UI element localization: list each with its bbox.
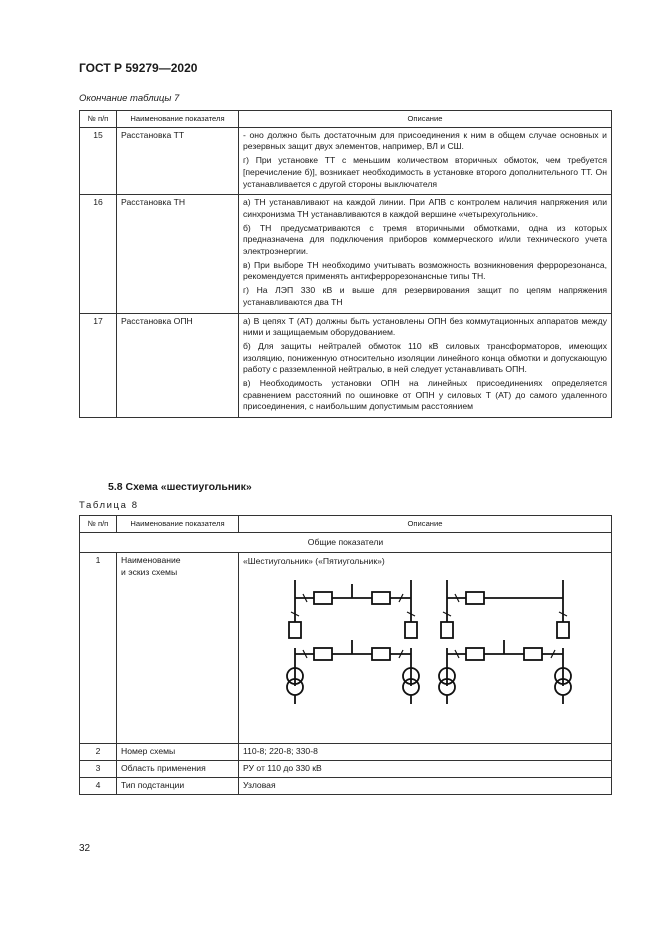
row-description <box>239 195 612 313</box>
table-row <box>80 127 612 195</box>
row-description: 110-8; 220-8; 330-8 <box>239 744 612 761</box>
row-description <box>239 127 612 195</box>
table-row <box>80 553 612 744</box>
table8-caption: Таблица 8 <box>79 500 139 511</box>
table-row <box>80 777 612 794</box>
table-header-row <box>80 111 612 128</box>
description-paragraph: в) При выборе ТН необходимо учитывать возможность возникновения феррорезонанса, рекомендуется применять антиферрорезонансные типы ТН. <box>243 259 607 282</box>
description-paragraph: в) Необходимость установки ОПН на линейных присоединениях определяется сравнением расстояний по ошиновке от ОПН у силовых Т (АТ) до самого удаленного присоединения, с наибольшим допустимым расстоянием <box>243 378 607 412</box>
row-name: Расстановка ТТ <box>117 127 239 195</box>
description-paragraph: а) В цепях Т (АТ) должны быть установлены ОПН без коммутационных аппаратов между ними и защищаемым оборудованием. <box>243 315 607 338</box>
section-heading: 5.8 Схема «шестиугольник» <box>108 481 252 493</box>
group-label: Общие показатели <box>80 532 612 553</box>
table-8 <box>79 515 612 795</box>
column-header-description: Описание <box>239 111 612 128</box>
column-header-number: № п/п <box>80 111 117 128</box>
description-paragraph: а) ТН устанавливают на каждой линии. При АПВ с контролем наличия напряжения или синхронизма ТН устанавливаются в каждой вершине «четырехугольник». <box>243 197 607 219</box>
column-header-name: Наименование показателя <box>117 516 239 533</box>
description-paragraph: б) ТН предусматриваются с тремя вторичными обмотками, одна из которых предназначена для подключения приборов коммерческого и/или технического учета электроэнергии. <box>243 222 607 257</box>
row-number: 2 <box>80 744 117 761</box>
row-name: Тип подстанции <box>117 777 239 794</box>
page-number: 32 <box>79 843 91 854</box>
table-row <box>80 313 612 418</box>
group-row <box>80 532 612 553</box>
description-paragraph: г) На ЛЭП 330 кВ и выше для резервирования защит по цепям напряжения устанавливаются два ТН <box>243 285 607 307</box>
row-number: 4 <box>80 777 117 794</box>
description-paragraph: г) При установке ТТ с меньшим количеством вторичных обмоток, чем требуется [перечисление б)], возникает необходимость в установке второго дополнительного ТТ. Он устанавливается с другой стороны выключателя <box>243 155 607 189</box>
document-header-title: ГОСТ Р 59279—2020 <box>79 61 198 75</box>
description-paragraph: - оно должно быть достаточным для присоединения к ним в общем случае основных и резервных защит двух элементов, например, ВЛ и СШ. <box>243 129 607 152</box>
scheme-title: «Шестиугольник» («Пятиугольник») <box>243 556 385 567</box>
table-header-row <box>80 516 612 533</box>
table7-caption: Окончание таблицы 7 <box>79 93 180 104</box>
row-number: 15 <box>80 127 117 195</box>
row-number: 1 <box>80 553 117 744</box>
row-description <box>239 313 612 418</box>
description-paragraph: б) Для защиты нейтралей обмоток 110 кВ силовых трансформаторов, имеющих изоляцию, пониженную относительно изоляции линейного конца обмотки и допускающую работу с разземленной нейтралью, в ней следует устанавливать ОПН. <box>243 340 607 375</box>
row-description <box>239 553 612 744</box>
table-7 <box>79 110 612 418</box>
column-header-description: Описание <box>239 516 612 533</box>
row-number: 3 <box>80 761 117 778</box>
row-name: Наименование и эскиз схемы <box>117 553 239 744</box>
row-number: 17 <box>80 313 117 418</box>
column-header-name: Наименование показателя <box>117 111 239 128</box>
row-name: Расстановка ОПН <box>117 313 239 418</box>
row-name: Номер схемы <box>117 744 239 761</box>
row-number: 16 <box>80 195 117 313</box>
row-description: Узловая <box>239 777 612 794</box>
row-name: Расстановка ТН <box>117 195 239 313</box>
hexagon-scheme-diagram <box>277 574 577 706</box>
table-row <box>80 195 612 313</box>
row-description: РУ от 110 до 330 кВ <box>239 761 612 778</box>
row-name: Область применения <box>117 761 239 778</box>
table-row <box>80 744 612 761</box>
table-row <box>80 761 612 778</box>
column-header-number: № п/п <box>80 516 117 533</box>
